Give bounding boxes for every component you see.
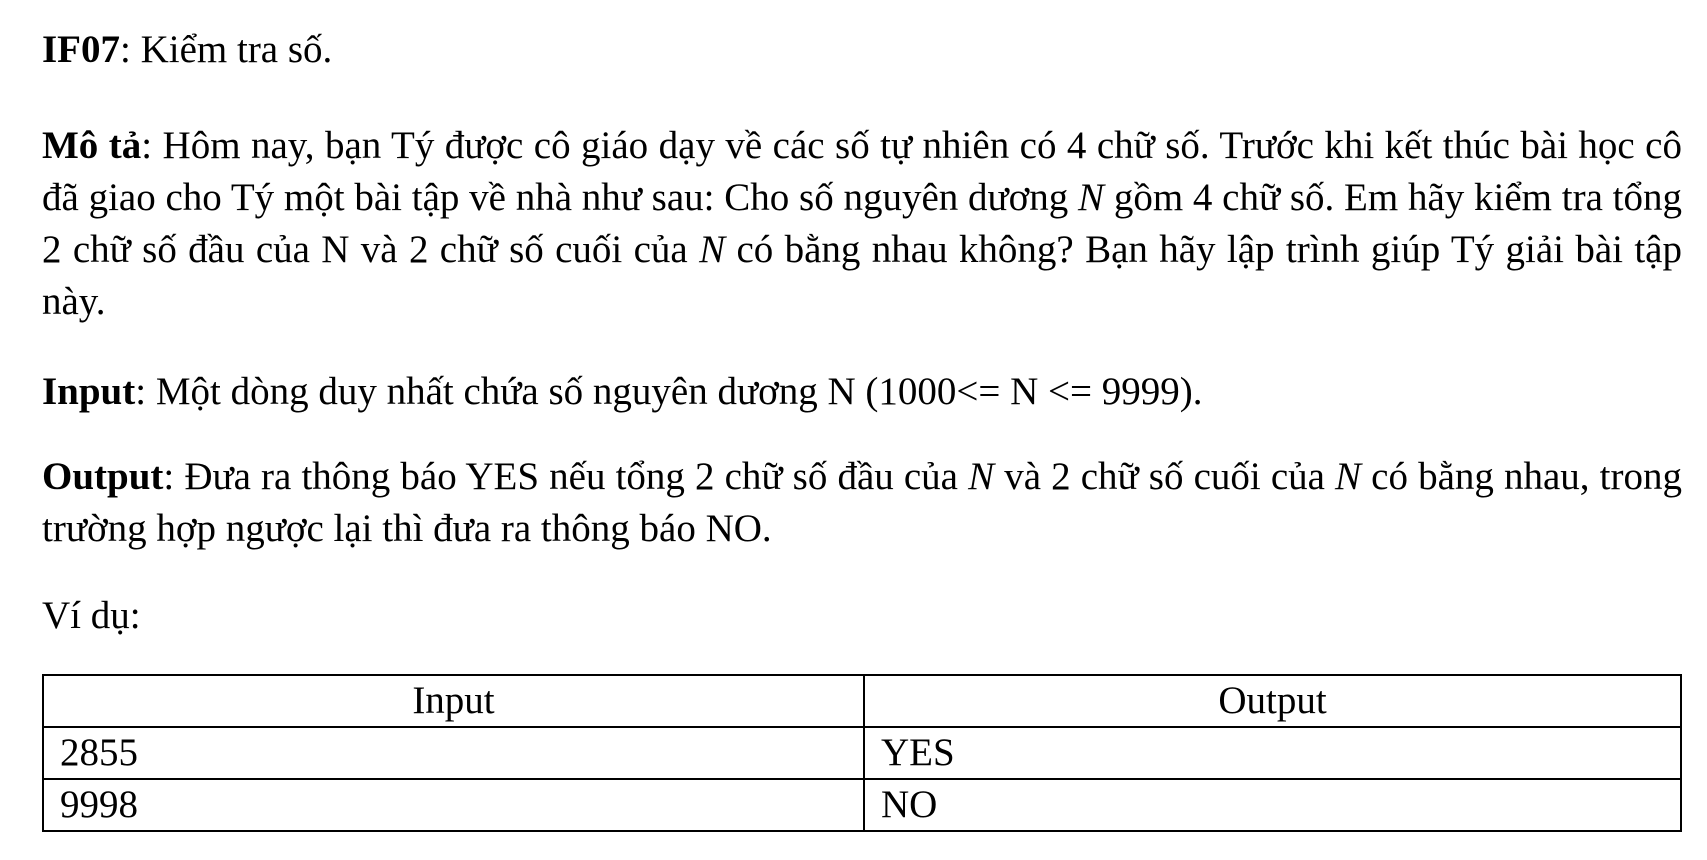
output-text-2: và 2 chữ số cuối của [994, 455, 1336, 498]
title-separator: : [120, 28, 141, 71]
output-text-1: Đưa ra thông báo YES nếu tổng 2 chữ số đầu của [184, 455, 969, 498]
description-text-1: Hôm nay, bạn Tý được cô giáo dạy về các số tự nhiên có 4 chữ số. Trước khi kết thúc bài học cô đã giao cho Tý một bài tập về nhà như sau: Cho số nguyên dương [42, 124, 1682, 219]
table-header-row [43, 675, 1681, 727]
column-header-input: Input [43, 675, 864, 727]
description-text-2: gồm 4 chữ số. Em hãy kiểm tra tổng 2 chữ số đầu của N và 2 chữ số cuối của [42, 176, 1682, 271]
input-specification [42, 366, 1682, 418]
problem-description [42, 120, 1682, 328]
description-text-3: có bằng nhau không? Bạn hãy lập trình giúp Tý giải bài tập này. [42, 228, 1682, 323]
output-text-3: có bằng nhau, trong trường hợp ngược lại thì đưa ra thông báo NO. [42, 455, 1682, 550]
output-variable-n: N [1335, 455, 1362, 498]
example-table [42, 674, 1682, 832]
description-variable-n: N [699, 228, 726, 271]
problem-title [42, 24, 1682, 76]
table-row [43, 779, 1681, 831]
table-row [43, 727, 1681, 779]
input-text: Một dòng duy nhất chứa số nguyên dương N (1000<= N <= 9999). [155, 370, 1203, 413]
example-input-cell: 2855 [43, 727, 864, 779]
example-output-cell: NO [864, 779, 1681, 831]
problem-name: Kiểm tra số. [140, 28, 333, 71]
input-separator: : [135, 370, 156, 413]
output-label: Output [42, 455, 164, 498]
input-label: Input [42, 370, 136, 413]
output-separator: : [163, 455, 185, 498]
description-separator: : [141, 124, 163, 167]
description-label: Mô tả [42, 124, 142, 167]
output-variable-n: N [968, 455, 995, 498]
output-specification [42, 451, 1682, 555]
example-input-cell: 9998 [43, 779, 864, 831]
example-output-cell: YES [864, 727, 1681, 779]
description-variable-n: N [1078, 176, 1105, 219]
column-header-output: Output [864, 675, 1681, 727]
problem-code: IF07 [42, 28, 120, 71]
example-label: Ví dụ: [42, 594, 141, 637]
